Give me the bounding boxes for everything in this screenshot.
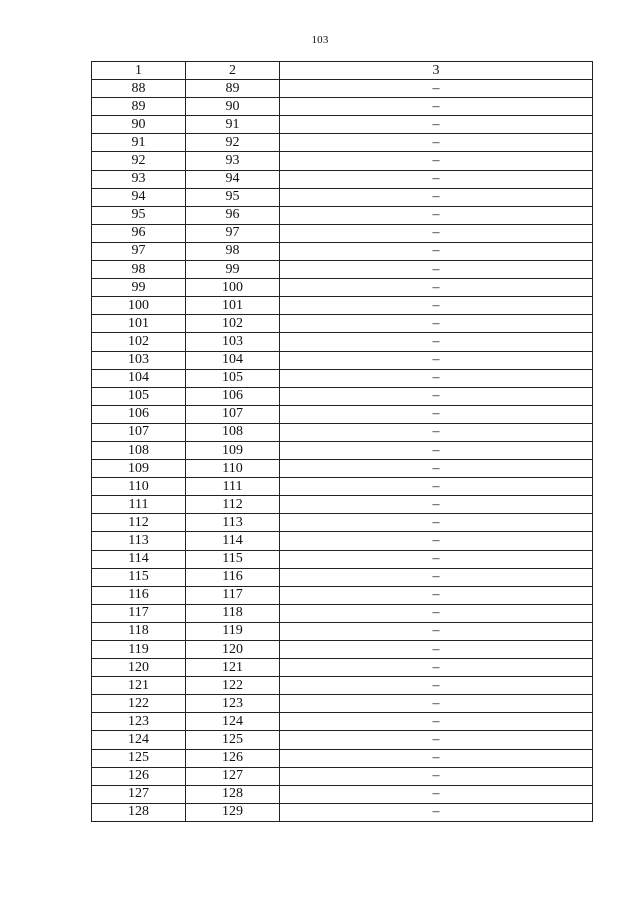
table-cell-col2: 103 — [186, 333, 280, 351]
table-cell-col3: – — [280, 496, 593, 514]
table-row — [92, 659, 593, 677]
table-cell-col2: 119 — [186, 622, 280, 640]
table-cell-col3: – — [280, 242, 593, 260]
table-row — [92, 134, 593, 152]
table-cell-col3: – — [280, 478, 593, 496]
table-row — [92, 785, 593, 803]
table-cell-col3: – — [280, 514, 593, 532]
table-row — [92, 641, 593, 659]
table-cell-col1: 101 — [92, 315, 186, 333]
table-cell-col3: – — [280, 586, 593, 604]
table-cell-col3: – — [280, 423, 593, 441]
table-body — [92, 80, 593, 822]
table-cell-col2: 115 — [186, 550, 280, 568]
table-row — [92, 423, 593, 441]
table-cell-col2: 118 — [186, 604, 280, 622]
table-row — [92, 478, 593, 496]
table-cell-col1: 109 — [92, 460, 186, 478]
table-cell-col2: 126 — [186, 749, 280, 767]
table-cell-col3: – — [280, 315, 593, 333]
table-row — [92, 441, 593, 459]
table-row — [92, 206, 593, 224]
table-cell-col2: 102 — [186, 315, 280, 333]
table-row — [92, 405, 593, 423]
table-cell-col3: – — [280, 695, 593, 713]
table-row — [92, 532, 593, 550]
table-header — [92, 62, 593, 80]
data-table — [91, 61, 593, 822]
table-cell-col3: – — [280, 297, 593, 315]
table-cell-col2: 114 — [186, 532, 280, 550]
table-row — [92, 297, 593, 315]
table-row — [92, 496, 593, 514]
table-cell-col2: 127 — [186, 767, 280, 785]
table-cell-col1: 120 — [92, 659, 186, 677]
table-cell-col3: – — [280, 749, 593, 767]
table-cell-col3: – — [280, 405, 593, 423]
table-row — [92, 315, 593, 333]
table-cell-col1: 115 — [92, 568, 186, 586]
table-row — [92, 279, 593, 297]
table-cell-col2: 110 — [186, 460, 280, 478]
table-cell-col2: 113 — [186, 514, 280, 532]
table-cell-col2: 125 — [186, 731, 280, 749]
table-cell-col1: 107 — [92, 423, 186, 441]
table-cell-col3: – — [280, 351, 593, 369]
table-cell-col2: 105 — [186, 369, 280, 387]
header-row — [92, 62, 593, 80]
table-cell-col1: 111 — [92, 496, 186, 514]
table-cell-col3: – — [280, 224, 593, 242]
table-cell-col1: 104 — [92, 369, 186, 387]
table-row — [92, 80, 593, 98]
table-cell-col3: – — [280, 622, 593, 640]
table-cell-col2: 109 — [186, 441, 280, 459]
table-cell-col2: 92 — [186, 134, 280, 152]
table-cell-col2: 98 — [186, 242, 280, 260]
table-cell-col2: 90 — [186, 98, 280, 116]
table-cell-col1: 99 — [92, 279, 186, 297]
table-cell-col3: – — [280, 677, 593, 695]
table-cell-col2: 95 — [186, 188, 280, 206]
table-cell-col3: – — [280, 134, 593, 152]
table-row — [92, 351, 593, 369]
header-cell-3: 3 — [280, 62, 593, 80]
table-row — [92, 550, 593, 568]
table-row — [92, 152, 593, 170]
table-row — [92, 369, 593, 387]
table-cell-col2: 122 — [186, 677, 280, 695]
table-cell-col3: – — [280, 188, 593, 206]
table-cell-col3: – — [280, 659, 593, 677]
table-row — [92, 98, 593, 116]
table-row — [92, 514, 593, 532]
table-row — [92, 170, 593, 188]
table-cell-col1: 94 — [92, 188, 186, 206]
table-row — [92, 731, 593, 749]
table-cell-col2: 121 — [186, 659, 280, 677]
table-cell-col3: – — [280, 116, 593, 134]
table-cell-col1: 105 — [92, 387, 186, 405]
header-cell-1: 1 — [92, 62, 186, 80]
table-cell-col1: 108 — [92, 441, 186, 459]
table-row — [92, 261, 593, 279]
table-row — [92, 224, 593, 242]
table-cell-col2: 100 — [186, 279, 280, 297]
table-cell-col2: 120 — [186, 641, 280, 659]
table-row — [92, 622, 593, 640]
table-cell-col1: 110 — [92, 478, 186, 496]
table-cell-col2: 107 — [186, 405, 280, 423]
table-cell-col3: – — [280, 152, 593, 170]
table-cell-col3: – — [280, 261, 593, 279]
table-cell-col2: 112 — [186, 496, 280, 514]
table-row — [92, 460, 593, 478]
table-cell-col1: 97 — [92, 242, 186, 260]
table-cell-col2: 128 — [186, 785, 280, 803]
table-cell-col2: 108 — [186, 423, 280, 441]
table-cell-col1: 92 — [92, 152, 186, 170]
table-cell-col1: 103 — [92, 351, 186, 369]
table-cell-col1: 122 — [92, 695, 186, 713]
table-cell-col1: 102 — [92, 333, 186, 351]
page-number: 103 — [311, 34, 329, 46]
table-cell-col2: 106 — [186, 387, 280, 405]
table-cell-col1: 95 — [92, 206, 186, 224]
table-row — [92, 568, 593, 586]
table-cell-col1: 98 — [92, 261, 186, 279]
header-cell-2: 2 — [186, 62, 280, 80]
table-cell-col3: – — [280, 387, 593, 405]
table-cell-col1: 118 — [92, 622, 186, 640]
table-cell-col1: 91 — [92, 134, 186, 152]
table-cell-col2: 99 — [186, 261, 280, 279]
table-row — [92, 695, 593, 713]
table-cell-col1: 114 — [92, 550, 186, 568]
table-cell-col3: – — [280, 568, 593, 586]
table-cell-col3: – — [280, 731, 593, 749]
table-cell-col2: 123 — [186, 695, 280, 713]
table-cell-col1: 113 — [92, 532, 186, 550]
table-row — [92, 713, 593, 731]
table-row — [92, 749, 593, 767]
table-row — [92, 242, 593, 260]
table-cell-col2: 93 — [186, 152, 280, 170]
table-cell-col3: – — [280, 803, 593, 821]
table-row — [92, 188, 593, 206]
table-cell-col1: 93 — [92, 170, 186, 188]
table-cell-col3: – — [280, 641, 593, 659]
table-cell-col2: 116 — [186, 568, 280, 586]
table-cell-col2: 117 — [186, 586, 280, 604]
table-cell-col3: – — [280, 441, 593, 459]
table-row — [92, 677, 593, 695]
table-cell-col1: 121 — [92, 677, 186, 695]
table-cell-col3: – — [280, 369, 593, 387]
table-row — [92, 604, 593, 622]
table-cell-col1: 127 — [92, 785, 186, 803]
table-cell-col2: 129 — [186, 803, 280, 821]
table-cell-col3: – — [280, 279, 593, 297]
table-cell-col3: – — [280, 333, 593, 351]
table-cell-col2: 101 — [186, 297, 280, 315]
table-cell-col3: – — [280, 170, 593, 188]
table-cell-col2: 97 — [186, 224, 280, 242]
table-row — [92, 116, 593, 134]
table-cell-col1: 124 — [92, 731, 186, 749]
table-cell-col1: 123 — [92, 713, 186, 731]
table-cell-col2: 111 — [186, 478, 280, 496]
table-row — [92, 767, 593, 785]
table-cell-col2: 124 — [186, 713, 280, 731]
table-cell-col3: – — [280, 785, 593, 803]
table-cell-col2: 94 — [186, 170, 280, 188]
table-cell-col1: 100 — [92, 297, 186, 315]
table-cell-col3: – — [280, 767, 593, 785]
table-cell-col1: 96 — [92, 224, 186, 242]
table-cell-col3: – — [280, 550, 593, 568]
table-row — [92, 333, 593, 351]
table-cell-col2: 89 — [186, 80, 280, 98]
table-cell-col1: 119 — [92, 641, 186, 659]
table-cell-col1: 112 — [92, 514, 186, 532]
table-cell-col3: – — [280, 80, 593, 98]
table-cell-col1: 106 — [92, 405, 186, 423]
table-cell-col3: – — [280, 604, 593, 622]
table-cell-col1: 116 — [92, 586, 186, 604]
table-cell-col1: 117 — [92, 604, 186, 622]
table-row — [92, 586, 593, 604]
table-cell-col3: – — [280, 98, 593, 116]
table-cell-col1: 90 — [92, 116, 186, 134]
table-cell-col2: 91 — [186, 116, 280, 134]
table-cell-col3: – — [280, 206, 593, 224]
table-cell-col3: – — [280, 460, 593, 478]
table-cell-col1: 128 — [92, 803, 186, 821]
table-row — [92, 803, 593, 821]
table-cell-col2: 104 — [186, 351, 280, 369]
table-cell-col3: – — [280, 532, 593, 550]
table-row — [92, 387, 593, 405]
table-cell-col1: 89 — [92, 98, 186, 116]
table-cell-col1: 126 — [92, 767, 186, 785]
table-cell-col1: 125 — [92, 749, 186, 767]
table-cell-col1: 88 — [92, 80, 186, 98]
table-cell-col2: 96 — [186, 206, 280, 224]
table-cell-col3: – — [280, 713, 593, 731]
